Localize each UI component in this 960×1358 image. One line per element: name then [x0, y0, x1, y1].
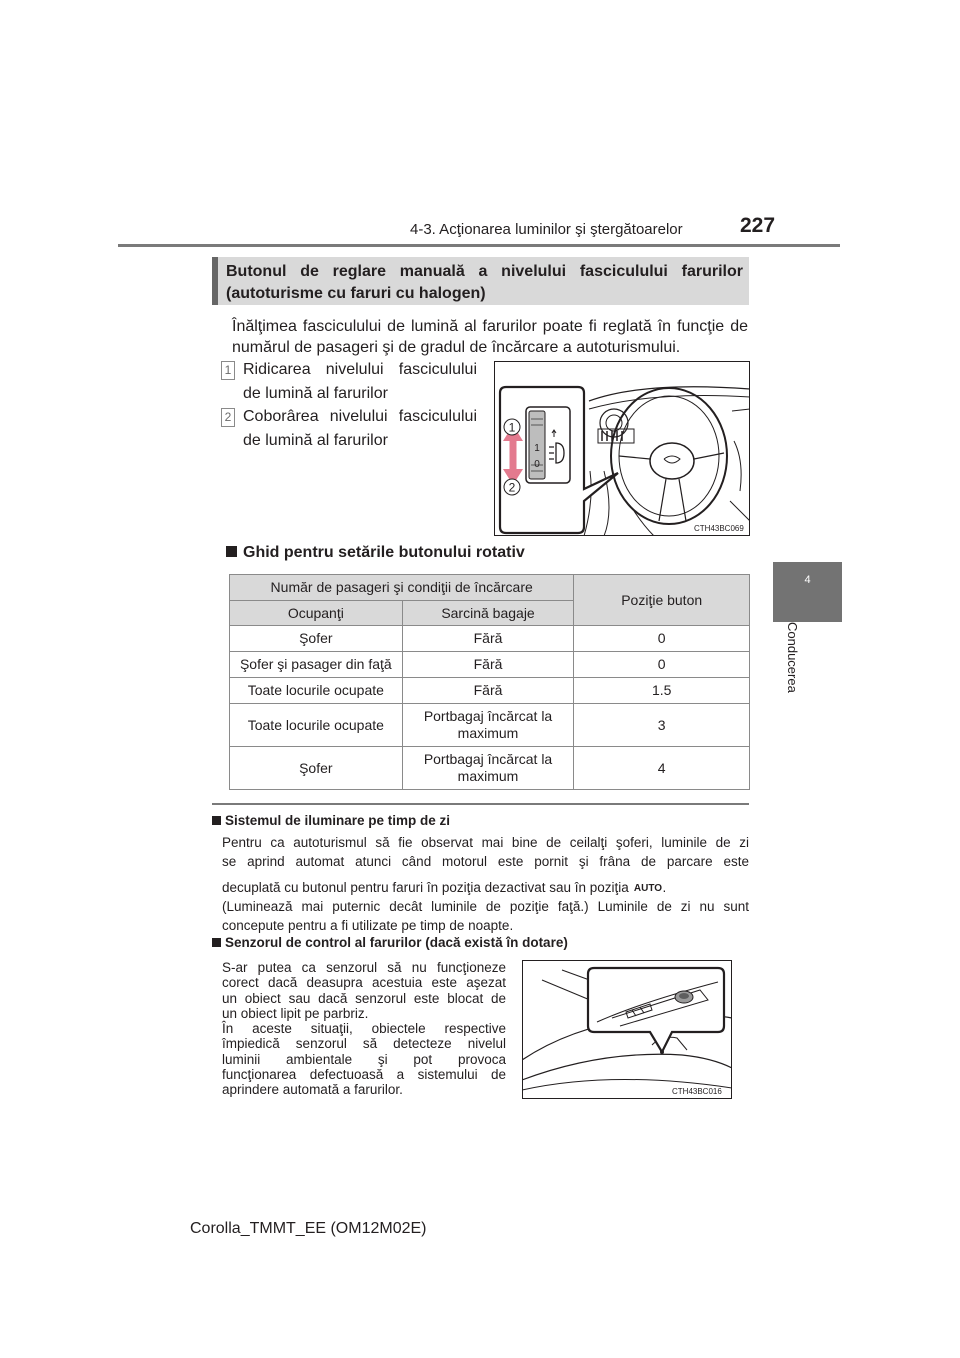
drl-note-title-text: Sistemul de iluminare pe timp de zi [225, 813, 451, 828]
cell-position: 4 [574, 747, 750, 790]
item-number-icon-2: 2 [221, 408, 235, 427]
chapter-label [784, 622, 804, 722]
item-2-text [243, 405, 477, 453]
section-title-line1: Butonul de reglare manuală a nivelului fasciculului farurilor [226, 263, 743, 280]
table-row [230, 652, 750, 678]
item-1-line2: de lumină al farurilor [243, 385, 388, 402]
sensor-note-title-text: Senzorul de control al farurilor (dacă există în dotare) [225, 935, 568, 950]
sensor-note-title [212, 935, 568, 950]
drl-line3-end: . [662, 880, 667, 895]
dial-mark-one: 1 [534, 443, 540, 454]
header-section-title: 4-3. Acţionarea luminilor şi ştergătoarelor [410, 221, 683, 238]
light-sensor-icon [675, 991, 693, 1003]
cell-cargo: Fără [402, 626, 574, 652]
drl-line3 [222, 878, 749, 897]
cell-position: 0 [574, 652, 750, 678]
item-1-line1: Ridicarea nivelului fasciculului [243, 361, 477, 378]
table-row [230, 747, 750, 790]
sensor-line: împiedică senzorul să detecteze nivelul [222, 1036, 506, 1052]
cell-position: 1.5 [574, 678, 750, 704]
item-2-line2: de lumină al farurilor [243, 432, 388, 449]
intro-line2: numărul de pasageri şi de gradul de încărcare a autoturismului. [232, 339, 681, 356]
item-2-line1: Coborârea nivelului fasciculului [243, 408, 477, 425]
cell-position: 3 [574, 704, 750, 747]
chapter-label-text: Conducerea [785, 622, 800, 693]
svg-text:AUTO: AUTO [633, 883, 662, 894]
headlight-sensor-figure [522, 960, 732, 1099]
sensor-note-body [222, 960, 506, 1098]
sensor-line: aprindere automată a farurilor. [222, 1082, 403, 1098]
sensor-line: corect dacă deasupra acestuia este aşezat [222, 975, 506, 991]
sensor-line: funcţionarea defectuoasă a sistemului de [222, 1067, 506, 1083]
item-1-text [243, 358, 477, 406]
square-bullet-icon [226, 546, 237, 557]
header-occupants: Ocupanţi [230, 601, 403, 626]
figure2-code: CTH43BC016 [672, 1087, 722, 1096]
drl-note-body [222, 833, 749, 935]
table-row [230, 626, 750, 652]
header-divider [118, 244, 840, 247]
footer-model-code: Corolla_TMMT_EE (OM12M02E) [190, 1220, 427, 1237]
drl-note-title [212, 813, 450, 828]
item-number-icon-1: 1 [221, 361, 235, 380]
square-bullet-icon [212, 938, 221, 947]
sensor-line: S-ar putea ca senzorul să nu funcţioneze [222, 960, 506, 975]
intro-paragraph [232, 316, 748, 358]
header-cargo: Sarcină bagaje [402, 601, 574, 626]
guide-heading-text: Ghid pentru setările butonului rotativ [243, 544, 525, 561]
drl-line2: se aprind automat atunci când motorul este pornit şi frâna de parcare este [222, 854, 749, 869]
section-title-line2: (autoturisme cu faruri cu halogen) [226, 285, 486, 302]
cell-occupants: Toate locurile ocupate [230, 704, 403, 747]
callout-label-2: 2 [508, 480, 516, 495]
cell-cargo: Fără [402, 652, 574, 678]
sensor-line: un obiect lipit pe parbriz. [222, 1005, 369, 1021]
headlight-leveling-figure [494, 361, 750, 536]
header-dial-position: Poziţie buton [574, 575, 750, 626]
cell-occupants: Şofer [230, 747, 403, 790]
figure1-code: CTH43BC069 [694, 524, 744, 533]
cell-cargo: Portbagaj încărcat la maximum [402, 747, 574, 790]
notes-divider [212, 803, 749, 805]
square-bullet-icon [212, 816, 221, 825]
section-title-box [212, 257, 749, 305]
table-header-row [230, 575, 750, 601]
chapter-tab-number: 4 [804, 574, 811, 586]
cell-cargo: Portbagaj încărcat la maximum [402, 704, 574, 747]
header-load-conditions: Număr de pasageri şi condiţii de încărcare [230, 575, 574, 601]
cell-occupants: Şofer [230, 626, 403, 652]
drl-line5: concepute pentru a fi utilizate pe timp de noapte. [222, 918, 514, 933]
chapter-tab [773, 562, 842, 622]
table-row [230, 704, 750, 747]
sensor-line: În aceste situaţii, obiectele respective [222, 1021, 506, 1037]
dial-settings-table [229, 574, 750, 790]
page-number: 227 [740, 214, 776, 237]
auto-position-icon [633, 880, 663, 894]
intro-line1: Înălţimea fasciculului de lumină al farurilor poate fi reglată în funcţie de [232, 318, 748, 335]
cell-cargo: Fără [402, 678, 574, 704]
callout-label-1: 1 [508, 420, 516, 435]
dial-mark-zero: 0 [534, 459, 540, 470]
cell-occupants: Şofer şi pasager din faţă [230, 652, 403, 678]
sensor-line: un obiect sau dacă senzorul este blocat de [222, 990, 506, 1006]
sensor-line: luminii ambientale şi pot provoca [222, 1051, 506, 1067]
drl-line1: Pentru ca autoturismul să fie observat mai bine de ceilalţi şoferi, luminile de zi [222, 835, 749, 850]
table-row [230, 678, 750, 704]
cell-position: 0 [574, 626, 750, 652]
drl-line3-text: decuplată cu butonul pentru faruri în poziţia dezactivat sau în poziţia [222, 880, 629, 895]
cell-occupants: Toate locurile ocupate [230, 678, 403, 704]
drl-line4: (Luminează mai puternic decât luminile de poziţie faţă.) Luminile de zi nu sunt [222, 899, 749, 914]
guide-heading [226, 544, 525, 562]
